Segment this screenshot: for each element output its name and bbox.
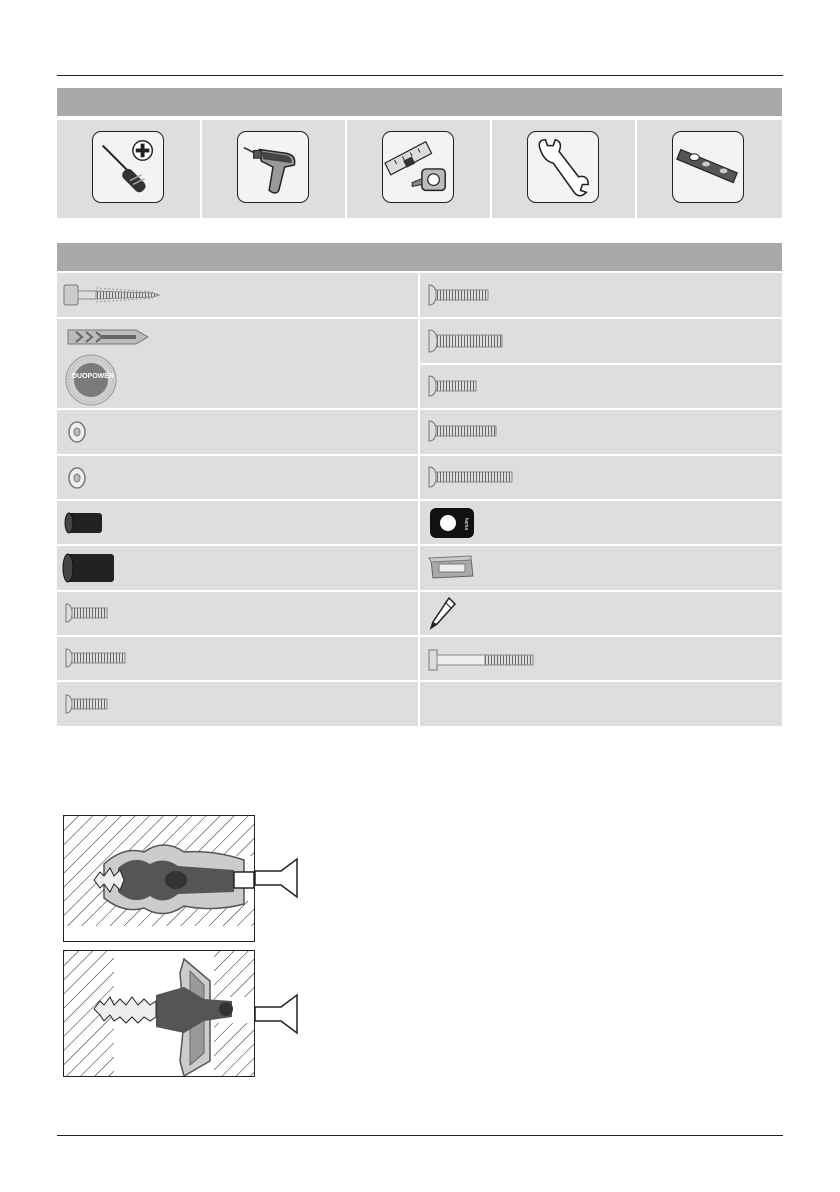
spirit-level-icon [672, 131, 744, 203]
parts-header-bar [57, 243, 782, 271]
wall-plug-icon [66, 326, 150, 348]
machine-screw-icon [427, 329, 505, 353]
part-cell-left-5 [57, 501, 418, 544]
screwdriver-icon [92, 131, 164, 203]
svg-text:hama: hama [463, 517, 469, 531]
part-cell-left-4 [57, 456, 418, 499]
washer-icon [66, 466, 88, 490]
pencil-icon [429, 596, 457, 630]
long-machine-screw-icon [427, 466, 515, 488]
drill-icon [237, 131, 309, 203]
long-bolt-icon [64, 647, 128, 669]
wrench-icon [527, 131, 599, 203]
short-bolt-icon [64, 693, 110, 715]
long-bolt-icon [427, 648, 537, 672]
part-cell-right-8 [420, 592, 782, 635]
machine-screw-icon [427, 420, 499, 442]
top-rule [57, 75, 783, 76]
long-spacer-icon [62, 552, 116, 584]
part-cell-left-7 [57, 592, 418, 635]
plug-in-hollow-wall-diagram [63, 950, 255, 1077]
duopower-label: DUOPOWER [72, 373, 114, 380]
part-cell-left-3 [57, 410, 418, 454]
short-bolt-icon [64, 602, 110, 624]
bottom-rule [57, 1135, 783, 1136]
screw-head-icon [255, 857, 301, 899]
plug-in-solid-wall-diagram [63, 815, 255, 942]
short-spacer-icon [64, 511, 104, 535]
washer-icon [66, 420, 88, 444]
brand-sticker-icon [429, 507, 475, 539]
screw-head-icon [255, 993, 301, 1035]
bubble-level-icon [427, 554, 477, 582]
machine-screw-icon [427, 284, 491, 306]
duopower-seal-icon [65, 354, 117, 406]
part-cell-left-9 [57, 682, 418, 726]
short-machine-screw-icon [427, 375, 479, 397]
part-cell-right-10 [420, 682, 782, 726]
lag-screw-icon [63, 283, 161, 307]
tape-measure-icon [382, 131, 454, 203]
tools-header-bar [57, 88, 782, 116]
